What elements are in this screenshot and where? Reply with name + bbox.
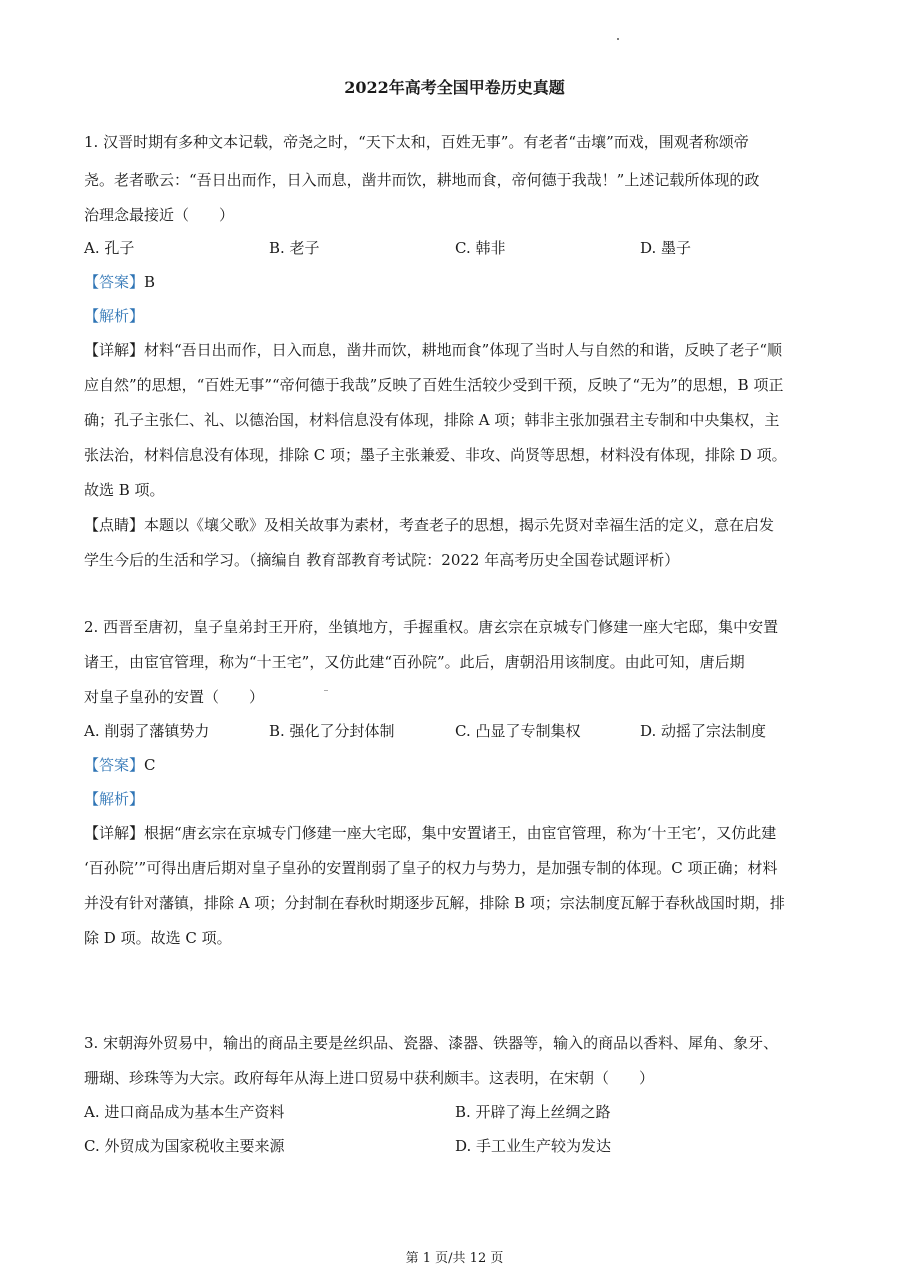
- q2-option-b: B. 强化了分封体制: [269, 722, 395, 740]
- q1-detail-line: 应自然”的思想，“百姓无事”“帝何德于我哉”反映了百姓生活较少受到干预，反映了“无为”的思想，B 项正: [84, 376, 784, 394]
- detail-text: 材料“吾日出而作，日入而息，凿井而饮，耕地而食”体现了当时人与自然的和谐，反映了老子“顺: [144, 341, 783, 359]
- stray-mark: [324, 690, 328, 691]
- q3-option-b: B. 开辟了海上丝绸之路: [455, 1103, 611, 1121]
- q1-option-a: A. 孔子: [84, 239, 135, 257]
- q3-stem-line: 3. 宋朝海外贸易中，输出的商品主要是丝织品、瓷器、漆器、铁器等，输入的商品以香料、犀角、象牙、: [84, 1034, 779, 1052]
- q3-option-c: C. 外贸成为国家税收主要来源: [84, 1137, 285, 1155]
- q2-answer: [84, 755, 829, 775]
- q2-analysis-heading: [84, 789, 829, 809]
- q1-detail-line: 张法治，材料信息没有体现，排除 C 项；墨子主张兼爱、非攻、尚贤等思想，材料没有体现，排除 D 项。: [84, 446, 787, 464]
- q1-stem-line: 治理念最接近（ ）: [84, 206, 235, 224]
- q1-analysis-heading: [84, 306, 829, 326]
- q2-detail-line: [84, 823, 829, 843]
- page-mark: [617, 38, 619, 40]
- q2-detail-line: ‘百孙院’”可得出唐后期对皇子皇孙的安置削弱了皇子的权力与势力，是加强专制的体现。C 项正确；材料: [84, 859, 778, 877]
- q1-comment-line: [84, 515, 829, 535]
- q2-detail-line: 除 D 项。故选 C 项。: [84, 929, 232, 947]
- q1-detail-line: [84, 340, 829, 360]
- q2-stem-line: 对皇子皇孙的安置（ ）: [84, 688, 265, 706]
- q2-stem-line: 2. 西晋至唐初，皇子皇弟封王开府，坐镇地方，手握重权。唐玄宗在京城专门修建一座大宅邸，集中安置: [84, 618, 779, 636]
- q3-stem-line: 珊瑚、珍珠等为大宗。政府每年从海上进口贸易中获利颇丰。这表明，在宋朝（ ）: [84, 1069, 655, 1087]
- answer-value: B: [144, 273, 156, 291]
- q1-comment-line: 学生今后的生活和学习。（摘编自 教育部教育考试院：2022 年高考历史全国卷试题评析）: [84, 551, 680, 569]
- q2-option-d: D. 动摇了宗法制度: [640, 722, 767, 740]
- answer-value: C: [144, 756, 156, 774]
- q1-detail-line: 故选 B 项。: [84, 481, 165, 499]
- detail-tag: 【详解】: [84, 824, 145, 842]
- q1-option-b: B. 老子: [269, 239, 320, 257]
- q3-option-a: A. 进口商品成为基本生产资料: [84, 1103, 285, 1121]
- q1-option-c: C. 韩非: [455, 239, 506, 257]
- page-footer: 第 1 页/共 12 页: [405, 1251, 504, 1266]
- q1-stem-line: 尧。老者歌云：“吾日出而作，日入而息，凿井而饮，耕地而食，帝何德于我哉！”上述记载所体现的政: [84, 171, 760, 189]
- q3-option-d: D. 手工业生产较为发达: [455, 1137, 612, 1155]
- q1-stem-line: 1. 汉晋时期有多种文本记载，帝尧之时，“天下太和，百姓无事”。有老者“击壤”而戏，围观者称颂帝: [84, 133, 749, 151]
- q2-detail-line: 并没有针对藩镇，排除 A 项；分封制在春秋时期逐步瓦解，排除 B 项；宗法制度瓦解于春秋战国时期，排: [84, 894, 785, 912]
- q1-answer: [84, 272, 829, 292]
- q2-stem-line: 诸王，由宦官管理，称为“十王宅”，又仿此建“百孙院”。此后，唐朝沿用该制度。由此可知，唐后期: [84, 653, 745, 671]
- analysis-tag: 【解析】: [84, 790, 145, 808]
- answer-tag: 【答案】: [84, 756, 145, 774]
- page-title: 2022年高考全国甲卷历史真题: [344, 78, 565, 97]
- detail-text: 根据“唐玄宗在京城专门修建一座大宅邸，集中安置诸王，由宦官管理，称为‘十王宅’，又仿此建: [144, 824, 777, 842]
- comment-tag: 【点睛】: [84, 516, 145, 534]
- q1-detail-line: 确；孔子主张仁、礼、以德治国，材料信息没有体现，排除 A 项；韩非主张加强君主专制和中央集权，主: [84, 411, 780, 429]
- q2-option-a: A. 削弱了藩镇势力: [84, 722, 210, 740]
- q2-option-c: C. 凸显了专制集权: [455, 722, 581, 740]
- detail-tag: 【详解】: [84, 341, 145, 359]
- comment-text: 本题以《壤父歌》及相关故事为素材，考查老子的思想，揭示先贤对幸福生活的定义，意在启发: [144, 516, 775, 534]
- q1-option-d: D. 墨子: [640, 239, 692, 257]
- analysis-tag: 【解析】: [84, 307, 145, 325]
- answer-tag: 【答案】: [84, 273, 145, 291]
